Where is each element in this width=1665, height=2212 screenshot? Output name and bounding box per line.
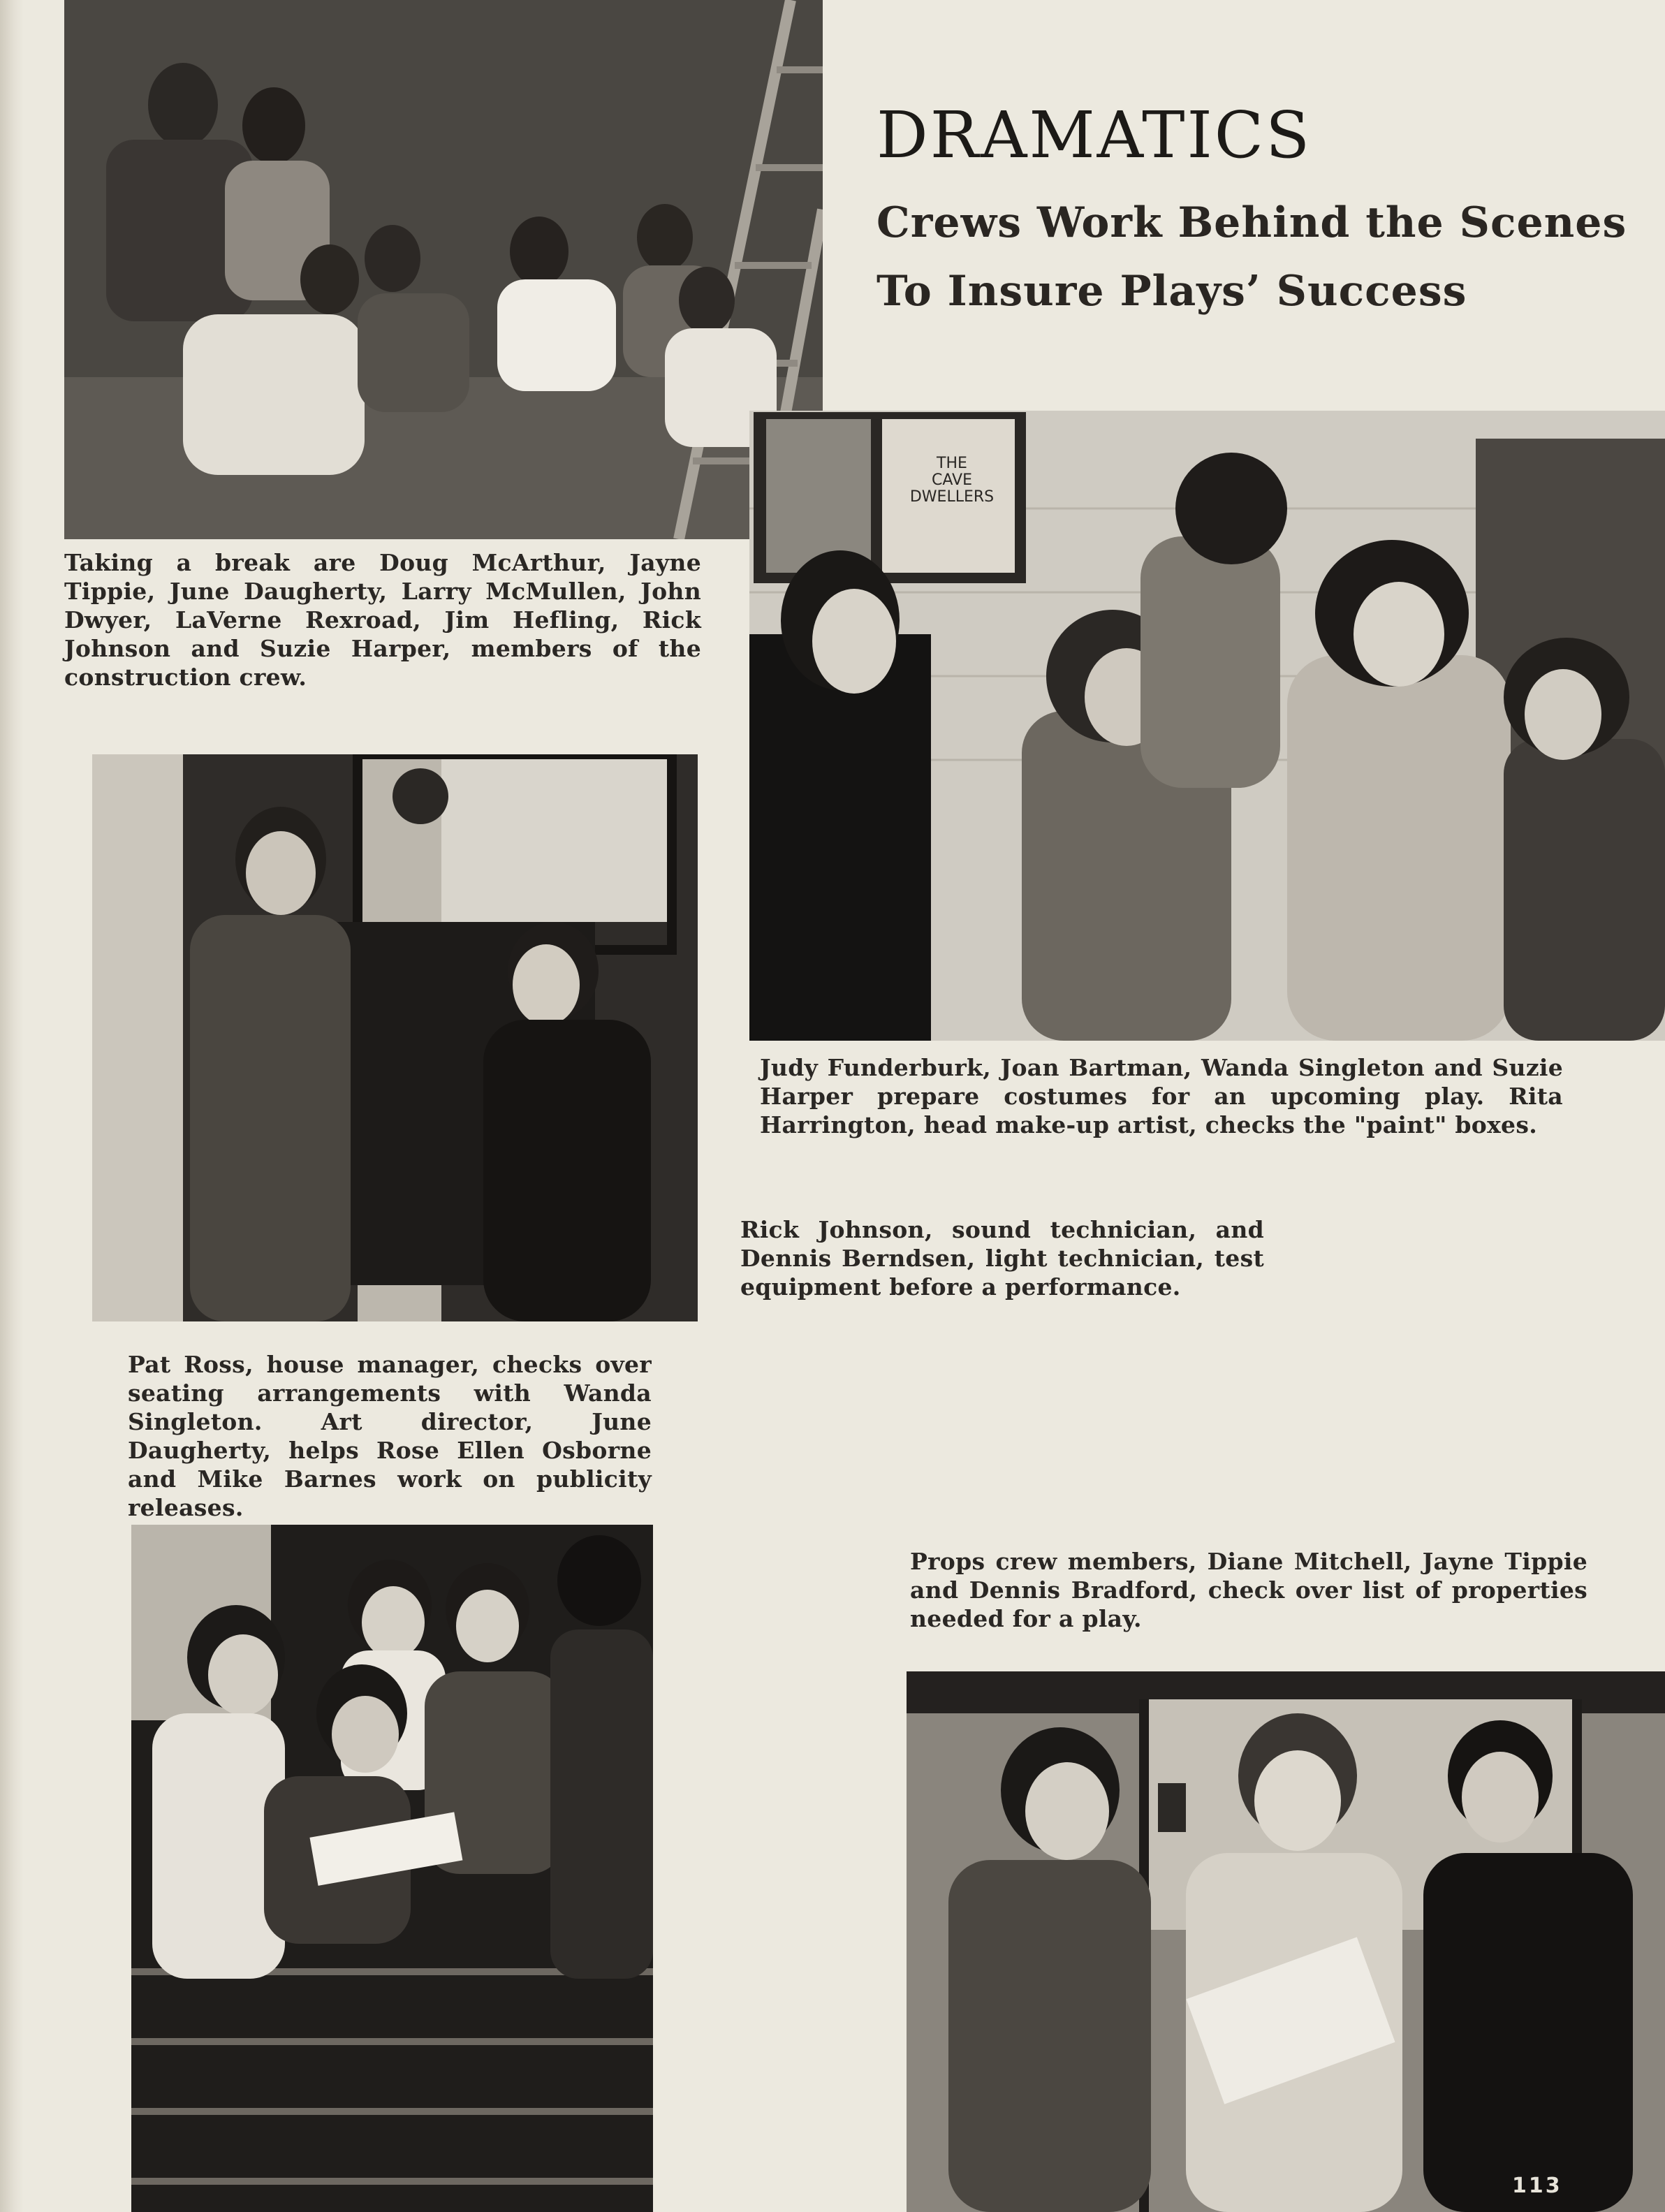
photo-costume-crew [749, 411, 1665, 1041]
photo-props-crew [907, 1671, 1665, 2212]
subtitle-line-2: To Insure Plays’ Success [876, 267, 1467, 316]
page-subtitle [876, 189, 1627, 325]
caption-costume-crew: Judy Funderburk, Joan Bartman, Wanda Singleton and Suzie Harper prepare costumes for an upcoming play. Rita Harrington, head make-up artist, checks the "paint" boxes. [760, 1054, 1563, 1138]
poster-text-line-2: CAVE [932, 471, 972, 489]
photo-sound-light-technicians [92, 754, 698, 1321]
photo-house-publicity [131, 1525, 653, 2212]
page-number: 113 [1512, 2174, 1562, 2198]
poster-text-line-3: DWELLERS [909, 488, 995, 506]
page-binding-shadow [0, 0, 24, 2212]
caption-props-crew: Props crew members, Diane Mitchell, Jayne Tippie and Dennis Bradford, check over list of properties needed for a play. [910, 1548, 1587, 1632]
page-title: DRAMATICS [876, 98, 1312, 173]
photo-construction-crew [64, 0, 823, 539]
subtitle-line-1: Crews Work Behind the Scenes [876, 198, 1627, 247]
poster-text-line-1: THE [937, 455, 967, 472]
caption-construction-crew: Taking a break are Doug McArthur, Jayne Tippie, June Daugherty, Larry McMullen, John Dwyer, LaVerne Rexroad, Jim Hefling, Rick Johnson and Suzie Harper, members of the construction crew. [64, 549, 701, 691]
caption-house-manager: Pat Ross, house manager, checks over seating arrangements with Wanda Singleton. Art director, June Daugherty, helps Rose Ellen Osborne and Mike Barnes work on publicity releases. [128, 1351, 652, 1521]
caption-sound-light-technicians: Rick Johnson, sound technician, and Dennis Berndsen, light technician, test equipment before a performance. [740, 1216, 1264, 1301]
